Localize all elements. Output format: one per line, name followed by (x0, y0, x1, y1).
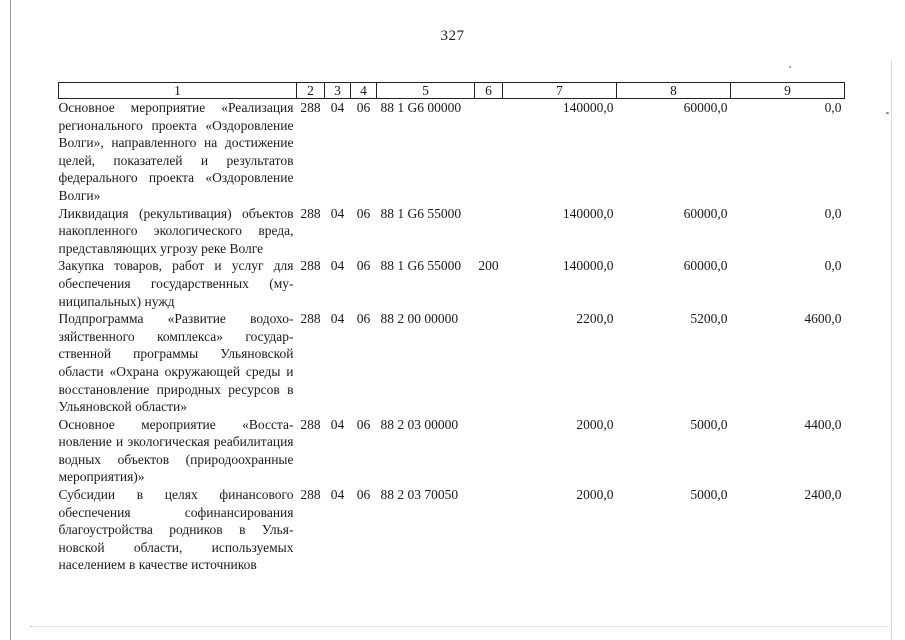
row-ministry-code: 288 (300, 100, 321, 115)
row-subsection-code: 06 (356, 258, 371, 274)
row-ministry-code: 288 (300, 487, 321, 503)
row-amount-col7: 140000,0 (562, 205, 614, 221)
header-cell: 4 (351, 83, 377, 99)
row-expense-type (475, 416, 503, 486)
row-amount-col9: 4400,0 (804, 416, 842, 432)
row-amount-col8: 5000,0 (690, 487, 728, 503)
table-row (59, 257, 845, 310)
row-amount-col9: 0,0 (824, 100, 842, 115)
header-row (59, 83, 845, 99)
table-row (59, 99, 845, 205)
row-expense-type (475, 205, 503, 258)
row-section-code: 04 (330, 416, 345, 432)
header-cell: 7 (503, 83, 617, 99)
budget-table (58, 82, 845, 574)
row-target-article: 88 2 03 00000 (380, 416, 459, 432)
table-row (59, 486, 845, 574)
page-number: 327 (440, 28, 465, 44)
row-target-article: 88 2 00 00000 (380, 311, 459, 327)
row-amount-col7: 140000,0 (562, 100, 614, 115)
scan-left-edge (10, 0, 11, 640)
row-subsection-code: 06 (356, 100, 371, 115)
header-cell: 6 (475, 83, 503, 99)
scan-speck (789, 66, 791, 68)
row-ministry-code: 288 (300, 311, 321, 327)
row-target-article: 88 2 03 70050 (380, 487, 459, 503)
header-cell: 9 (731, 83, 845, 99)
scan-right-edge (891, 60, 892, 640)
row-amount-col7: 2200,0 (576, 311, 614, 327)
row-amount-col7: 2000,0 (576, 487, 614, 503)
row-name: Закупка товаров, работ и услуг для обеспечения государственных (муниципальных) нужд (58, 258, 294, 309)
row-target-article: 88 1 G6 00000 (380, 100, 462, 115)
row-amount-col9: 0,0 (824, 205, 842, 221)
row-subsection-code: 06 (356, 487, 371, 503)
row-ministry-code: 288 (300, 205, 321, 221)
table-row (59, 310, 845, 416)
row-expense-type (475, 486, 503, 574)
row-subsection-code: 06 (356, 205, 371, 221)
scan-speck (886, 112, 889, 114)
row-amount-col8: 5200,0 (690, 311, 728, 327)
header-cell: 8 (617, 83, 731, 99)
row-name: Ликвидация (рекультивация) объектов накопленного экологического вреда, представляющих угрозу реке Волге (58, 205, 294, 256)
row-amount-col8: 60000,0 (683, 100, 728, 115)
row-target-article: 88 1 G6 55000 (380, 205, 462, 221)
scan-bottom-noise (30, 626, 890, 633)
row-section-code: 04 (330, 258, 345, 274)
row-amount-col8: 5000,0 (690, 416, 728, 432)
row-subsection-code: 06 (356, 311, 371, 327)
row-amount-col9: 0,0 (824, 258, 842, 274)
row-ministry-code: 288 (300, 416, 321, 432)
row-expense-type: 200 (478, 258, 499, 274)
row-amount-col8: 60000,0 (683, 205, 728, 221)
row-section-code: 04 (330, 100, 345, 115)
row-name: Подпрограмма «Развитие водохозяйственного комплекса» государственной программы Ульяновской области «Охрана окружающей среды и восстановление природных ресурсов в Ульяновской области» (58, 311, 294, 415)
header-cell: 1 (59, 83, 297, 99)
row-target-article: 88 1 G6 55000 (380, 258, 462, 274)
row-amount-col9: 4600,0 (804, 311, 842, 327)
row-section-code: 04 (330, 487, 345, 503)
row-name: Субсидии в целях финансового обеспечения софинансирования благоустройства родников в Ульяновской области, используемых населением в качестве источников (58, 487, 294, 573)
row-amount-col8: 60000,0 (683, 258, 728, 274)
row-amount-col7: 140000,0 (562, 258, 614, 274)
row-expense-type (475, 310, 503, 416)
row-subsection-code: 06 (356, 416, 371, 432)
table-row (59, 416, 845, 486)
header-cell: 3 (325, 83, 351, 99)
table-row (59, 205, 845, 258)
row-name: Основное мероприятие «Реализация регионального проекта «Оздоровление Волги», направленного на достижение целей, показателей и результатов федерального проекта «Оздоровление Волги» (58, 100, 294, 203)
header-cell: 2 (297, 83, 325, 99)
row-amount-col7: 2000,0 (576, 416, 614, 432)
row-ministry-code: 288 (300, 258, 321, 274)
row-expense-type (475, 99, 503, 205)
row-section-code: 04 (330, 205, 345, 221)
header-cell: 5 (377, 83, 475, 99)
row-amount-col9: 2400,0 (804, 487, 842, 503)
row-name: Основное мероприятие «Восстановление и экологическая реабилитация водных объектов (природоохранные мероприятия)» (58, 416, 294, 485)
row-section-code: 04 (330, 311, 345, 327)
